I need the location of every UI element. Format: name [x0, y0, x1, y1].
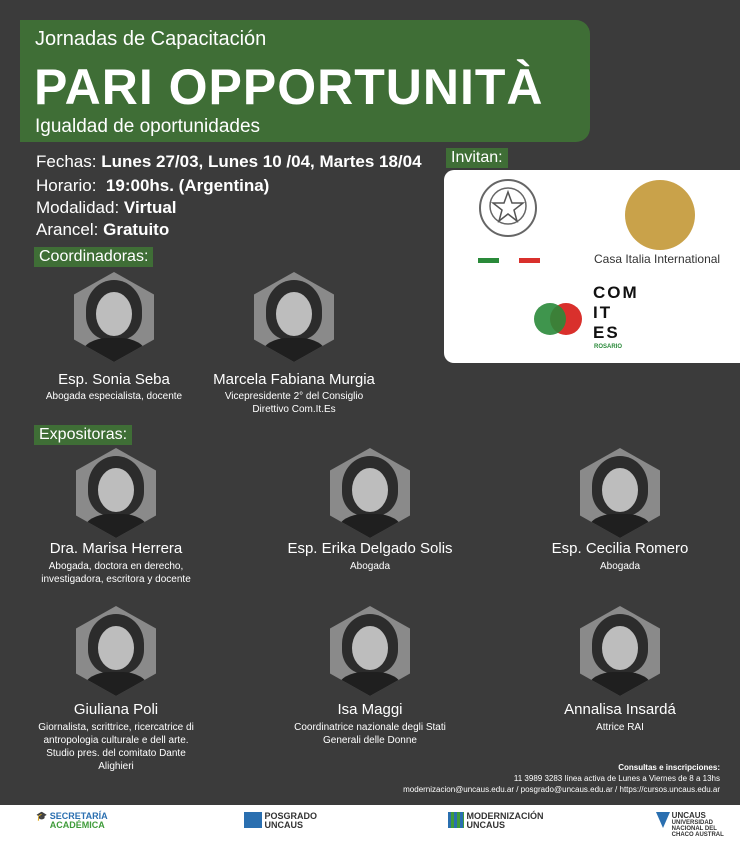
horario-label: Horario: [36, 176, 97, 195]
comites-logo-icon [532, 302, 584, 336]
speaker-photo [580, 448, 660, 538]
speaker-name: Giuliana Poli [73, 701, 159, 718]
speaker-photo [330, 448, 410, 538]
modalidad-label: Modalidad: [36, 198, 120, 217]
posgrado-icon [244, 812, 262, 828]
comites-subtitle: ROSARIO [594, 344, 623, 350]
footer-bar [0, 805, 740, 845]
comites-line-1: COM [593, 283, 639, 302]
speaker-name: Esp. Sonia Seba [58, 371, 170, 388]
info-fechas [36, 152, 422, 172]
speaker-role: Coordinatrice nazionale degli Stati Generali delle Donne [294, 722, 446, 746]
event-subtitle: Igualdad de oportunidades [35, 116, 261, 137]
speaker-photo [330, 606, 410, 696]
contact-title: Consultas e inscripciones: [618, 763, 720, 772]
italian-republic-emblem-icon [476, 176, 540, 240]
contact-emails[interactable]: modernizacion@uncaus.edu.ar / posgrado@uncaus.edu.ar / https://cursos.uncaus.edu.ar [403, 785, 720, 794]
info-horario [36, 176, 269, 196]
speaker-photo [254, 272, 334, 362]
speaker-name: Isa Maggi [337, 701, 403, 718]
speaker-photo [580, 606, 660, 696]
uncaus-shield-icon [656, 812, 670, 828]
italian-flag-stripe [478, 258, 540, 263]
coordinadoras-tag: Coordinadoras: [34, 247, 153, 267]
comites-wordmark [593, 283, 639, 343]
speaker-photo [76, 448, 156, 538]
info-modalidad [36, 198, 177, 218]
contact-info [403, 762, 720, 795]
speaker-name: Annalisa Insardá [564, 701, 676, 718]
speaker-role: Abogada [599, 561, 641, 572]
graduation-cap-icon: 🎓 [36, 811, 48, 821]
speaker-role: Abogada especialista, docente [45, 391, 183, 402]
invitan-tag: Invitan: [446, 148, 508, 168]
contact-phone: 11 3989 3283 línea activa de Lunes a Viernes de 8 a 13hs [513, 774, 720, 783]
speaker-role: Abogada, doctora en derecho, investigadora, escritora y docente [41, 561, 191, 585]
event-kicker: Jornadas de Capacitación [35, 28, 267, 50]
speaker-name: Dra. Marisa Herrera [49, 540, 183, 557]
fechas-label: Fechas: [36, 152, 97, 171]
event-title: PARI OPPORTUNITÀ [34, 59, 544, 115]
speaker-photo [74, 272, 154, 362]
arancel-label: Arancel: [36, 220, 99, 239]
speaker-name: Esp. Erika Delgado Solis [287, 540, 453, 557]
speaker-role: Attrice RAI [596, 722, 644, 733]
speaker-name: Esp. Cecilia Romero [551, 540, 689, 557]
comites-line-3: ES [593, 323, 620, 342]
uncaus-logo[interactable]: UNCAUS UNIVERSIDAD NACIONAL DEL CHACO AUSTRAL [656, 812, 724, 838]
modalidad-value: Virtual [123, 198, 177, 217]
casa-italia-label: Casa Italia International [594, 252, 721, 266]
secretaria-academica-logo[interactable]: 🎓 SECRETARÍA ACADÉMICA [36, 811, 108, 830]
casa-italia-logo [625, 180, 695, 250]
comites-line-2: IT [593, 303, 613, 322]
speaker-role: Vicepresidente 2° del Consiglio Direttivo Com.It.Es [224, 391, 364, 415]
speaker-name: Marcela Fabiana Murgia [213, 371, 375, 388]
info-arancel [36, 220, 169, 240]
expositoras-tag: Expositoras: [34, 425, 132, 445]
modernizacion-uncaus-logo[interactable]: MODERNIZACIÓN UNCAUS [448, 812, 544, 830]
horario-value: 19:00hs. (Argentina) [105, 176, 270, 195]
fechas-value: Lunes 27/03, Lunes 10 /04, Martes 18/04 [101, 152, 422, 171]
speaker-role: Giornalista, scrittrice, ricercatrice di antropologia culturale e dell arte. Studio pres. del comitato Dante Alighieri [38, 722, 194, 772]
posgrado-uncaus-logo[interactable]: POSGRADO UNCAUS [244, 812, 317, 830]
speaker-photo [76, 606, 156, 696]
speaker-role: Abogada [349, 561, 391, 572]
title-banner [20, 20, 590, 142]
arancel-value: Gratuito [103, 220, 170, 239]
modernizacion-icon [448, 812, 464, 828]
